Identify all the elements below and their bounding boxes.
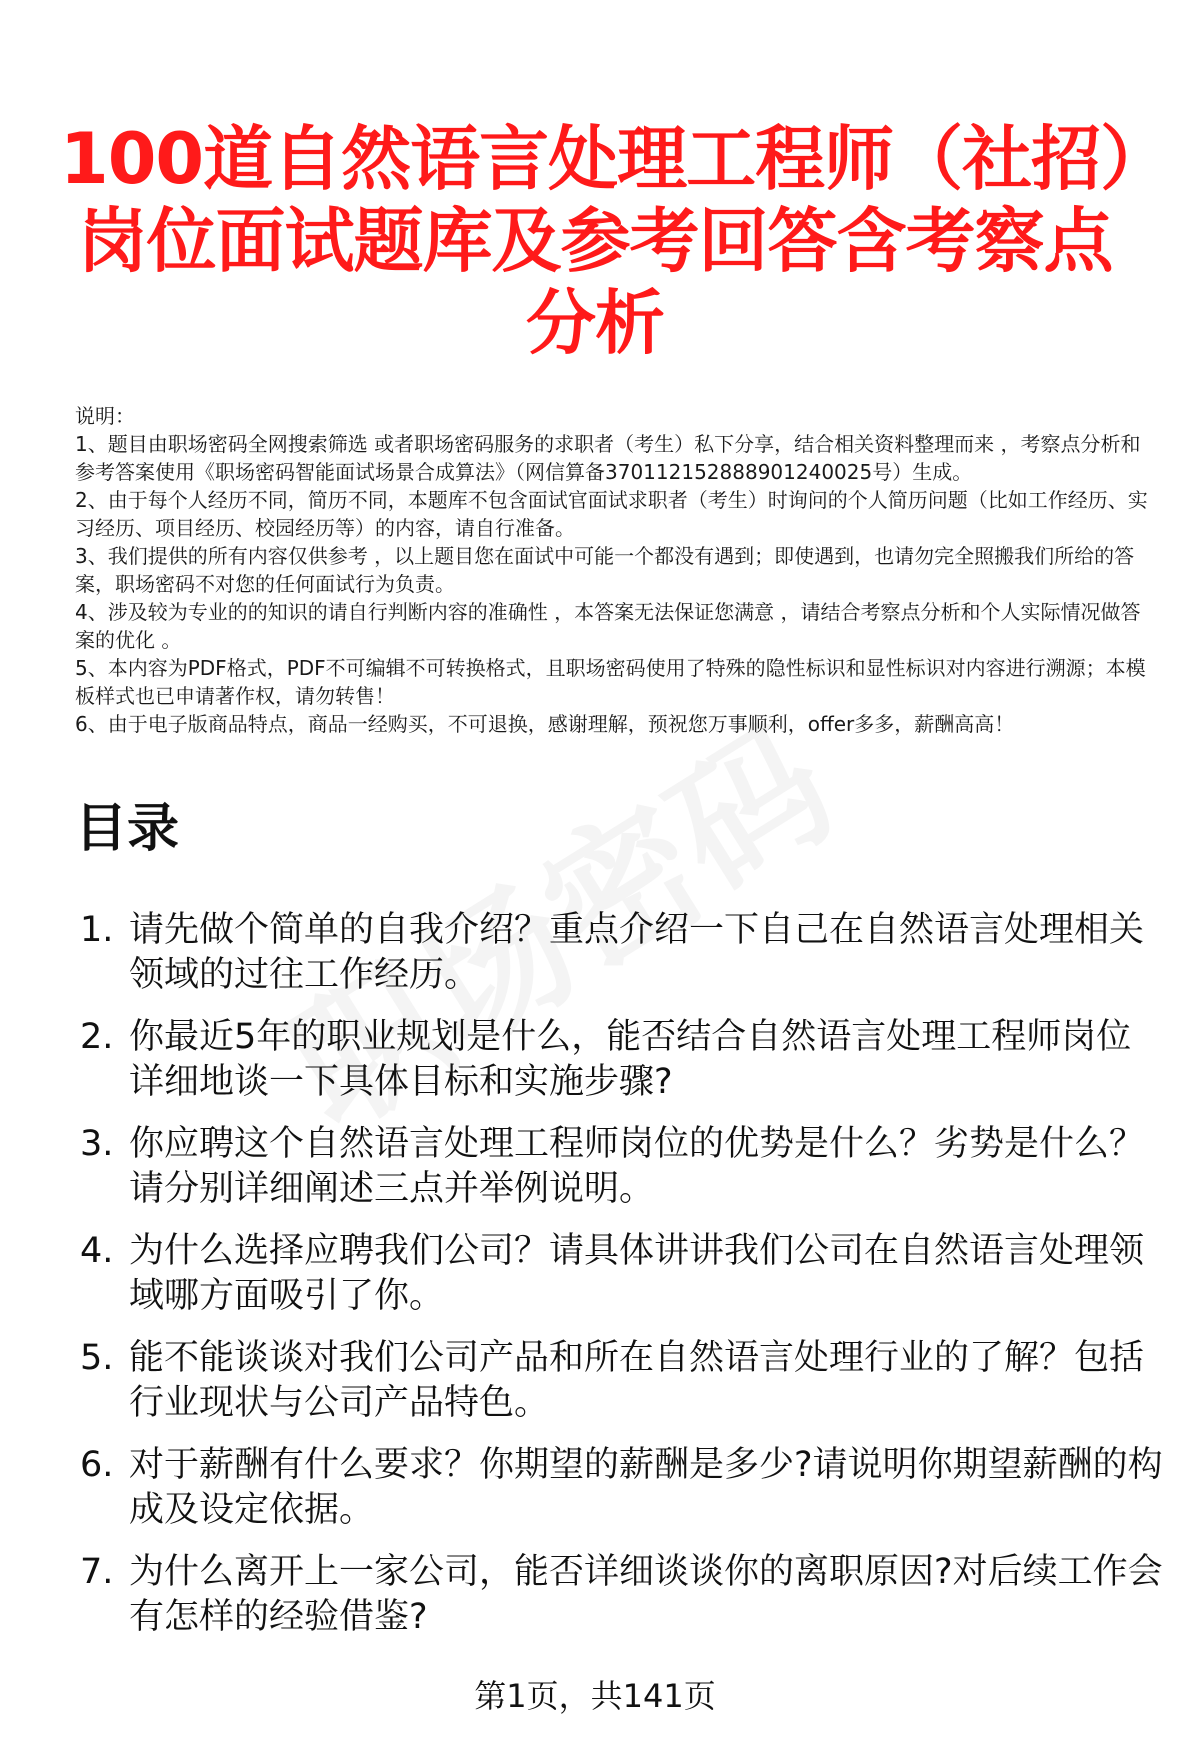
title-line-2: 岗位面试题库及参考回答含考察点 [77, 200, 1113, 282]
toc-item-number: 1. [80, 910, 114, 950]
note-item: 4、涉及较为专业的的知识的请自行判断内容的准确性 ，本答案无法保证您满意 ，请结合考察点分析和个人实际情况做答案的优化 。 [75, 600, 1141, 652]
table-of-contents [75, 908, 1165, 1657]
toc-item[interactable] [75, 1229, 1165, 1319]
toc-item-number: 3. [80, 1124, 114, 1164]
title-line-1: 100道自然语言处理工程师（社招） [60, 118, 1170, 200]
note-item: 3、我们提供的所有内容仅供参考 ，以上题目您在面试中可能一个都没有遇到；即使遇到，也请勿完全照搬我们所给的答案，职场密码不对您的任何面试行为负责。 [75, 544, 1135, 596]
toc-item[interactable] [75, 1015, 1165, 1105]
toc-item-number: 6. [80, 1445, 114, 1485]
document-title [60, 118, 1170, 364]
toc-item[interactable] [75, 1550, 1165, 1640]
toc-item[interactable] [75, 1122, 1165, 1212]
toc-item[interactable] [75, 1443, 1165, 1533]
toc-heading: 目录 [75, 799, 180, 859]
toc-item-number: 7. [80, 1552, 114, 1592]
note-item: 2、由于每个人经历不同，简历不同，本题库不包含面试官面试求职者（考生）时询问的个人简历问题（比如工作经历、实习经历、项目经历、校园经历等）的内容，请自行准备。 [75, 488, 1148, 540]
toc-item-text: 为什么离开上一家公司，能否详细谈谈你的离职原因?对后续工作会有怎样的经验借鉴? [129, 1552, 1163, 1637]
toc-item-text: 你最近5年的职业规划是什么，能否结合自然语言处理工程师岗位详细地谈一下具体目标和实施步骤? [129, 1017, 1132, 1102]
title-line-3: 分析 [526, 282, 664, 364]
toc-item-text: 对于薪酬有什么要求？你期望的薪酬是多少?请说明你期望薪酬的构成及设定依据。 [129, 1445, 1163, 1530]
note-item: 6、由于电子版商品特点，商品一经购买，不可退换，感谢理解，预祝您万事顺利，offer多多，薪酬高高！ [75, 712, 1015, 736]
toc-item-number: 5. [80, 1338, 114, 1378]
toc-item[interactable] [75, 908, 1165, 998]
toc-item[interactable] [75, 1336, 1165, 1426]
toc-item-text: 为什么选择应聘我们公司？请具体讲讲我们公司在自然语言处理领域哪方面吸引了你。 [129, 1231, 1145, 1316]
toc-item-number: 4. [80, 1231, 114, 1271]
page-footer: 第1页，共141页 [474, 1677, 716, 1715]
note-item: 1、题目由职场密码全网搜索筛选 或者职场密码服务的求职者（考生）私下分享，结合相关资料整理而来 ，考察点分析和参考答案使用《职场密码智能面试场景合成算法》（网信算备370112152888901240025号）生成。 [75, 432, 1141, 484]
toc-item-number: 2. [80, 1017, 114, 1057]
toc-item-text: 你应聘这个自然语言处理工程师岗位的优势是什么？劣势是什么？请分别详细阐述三点并举例说明。 [129, 1124, 1145, 1209]
notes-section [75, 402, 1155, 738]
note-item: 5、本内容为PDF格式，PDF不可编辑不可转换格式，且职场密码使用了特殊的隐性标识和显性标识对内容进行溯源；本模板样式也已申请著作权，请勿转售！ [75, 656, 1146, 708]
toc-item-text: 请先做个简单的自我介绍？重点介绍一下自己在自然语言处理相关领域的过往工作经历。 [129, 910, 1145, 995]
notes-heading: 说明： [75, 404, 135, 428]
toc-item-text: 能不能谈谈对我们公司产品和所在自然语言处理行业的了解？包括行业现状与公司产品特色。 [129, 1338, 1145, 1423]
